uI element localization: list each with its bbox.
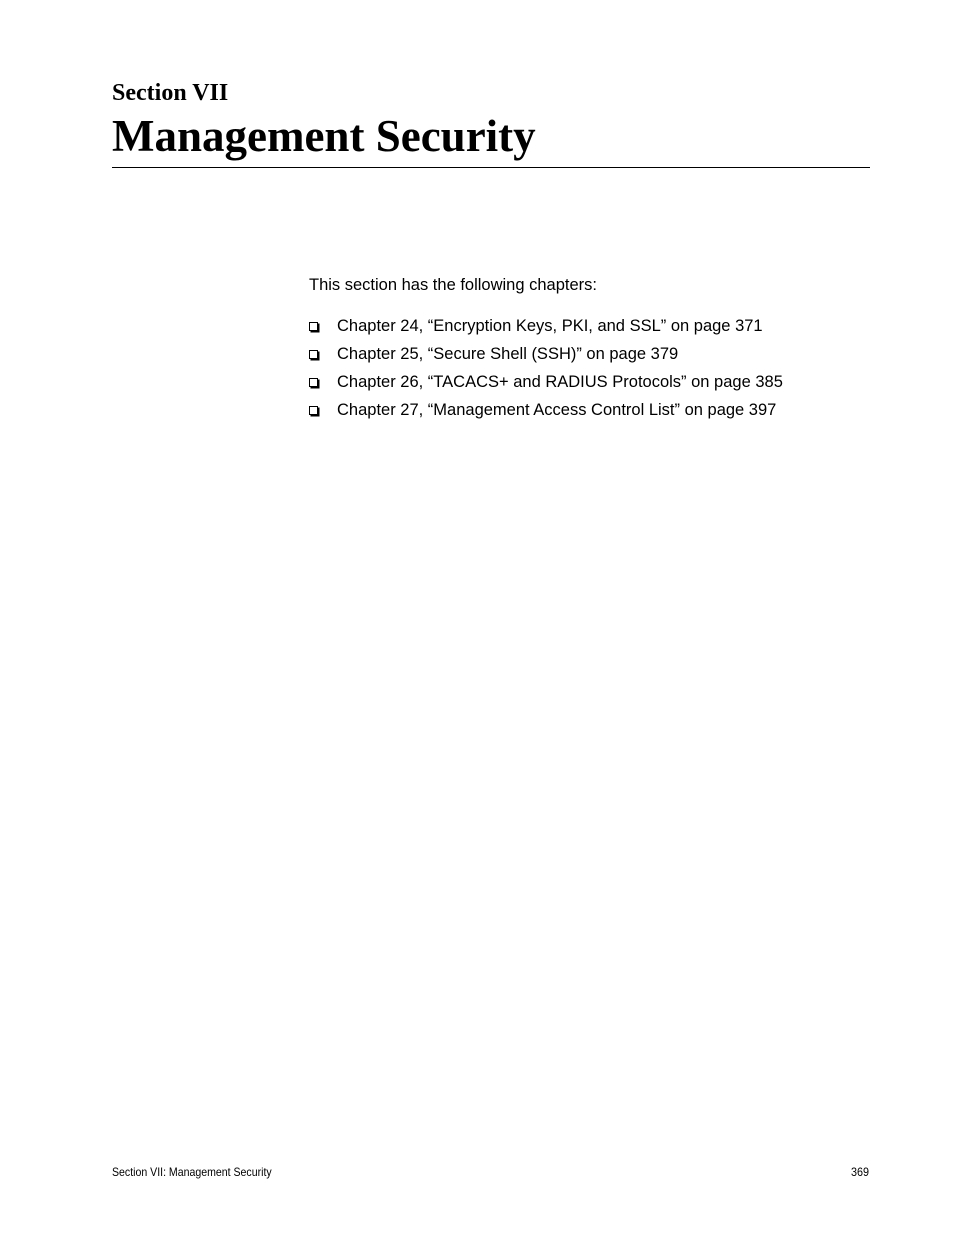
section-body <box>309 274 869 424</box>
chapter-link[interactable]: Chapter 24, “Encryption Keys, PKI, and SSL” on page 371 <box>337 317 763 335</box>
open-square-bullet-icon <box>309 378 318 387</box>
section-label: Section VII <box>112 80 229 106</box>
open-square-bullet-icon <box>309 406 318 415</box>
open-square-bullet-icon <box>309 350 318 359</box>
chapter-list <box>309 312 869 424</box>
chapter-list-item <box>309 312 869 340</box>
chapter-link[interactable]: Chapter 26, “TACACS+ and RADIUS Protocols” on page 385 <box>337 373 783 391</box>
title-divider <box>112 167 870 168</box>
footer-section-name: Section VII: Management Security <box>112 1165 272 1179</box>
chapter-list-item <box>309 340 869 368</box>
page-title: Management Security <box>112 111 536 161</box>
footer-page-number: 369 <box>850 1165 869 1179</box>
open-square-bullet-icon <box>309 322 318 331</box>
chapter-list-item <box>309 368 869 396</box>
intro-text: This section has the following chapters: <box>309 276 597 294</box>
chapter-list-item <box>309 396 869 424</box>
chapter-link[interactable]: Chapter 27, “Management Access Control List” on page 397 <box>337 401 777 419</box>
chapter-link[interactable]: Chapter 25, “Secure Shell (SSH)” on page 379 <box>337 345 679 363</box>
